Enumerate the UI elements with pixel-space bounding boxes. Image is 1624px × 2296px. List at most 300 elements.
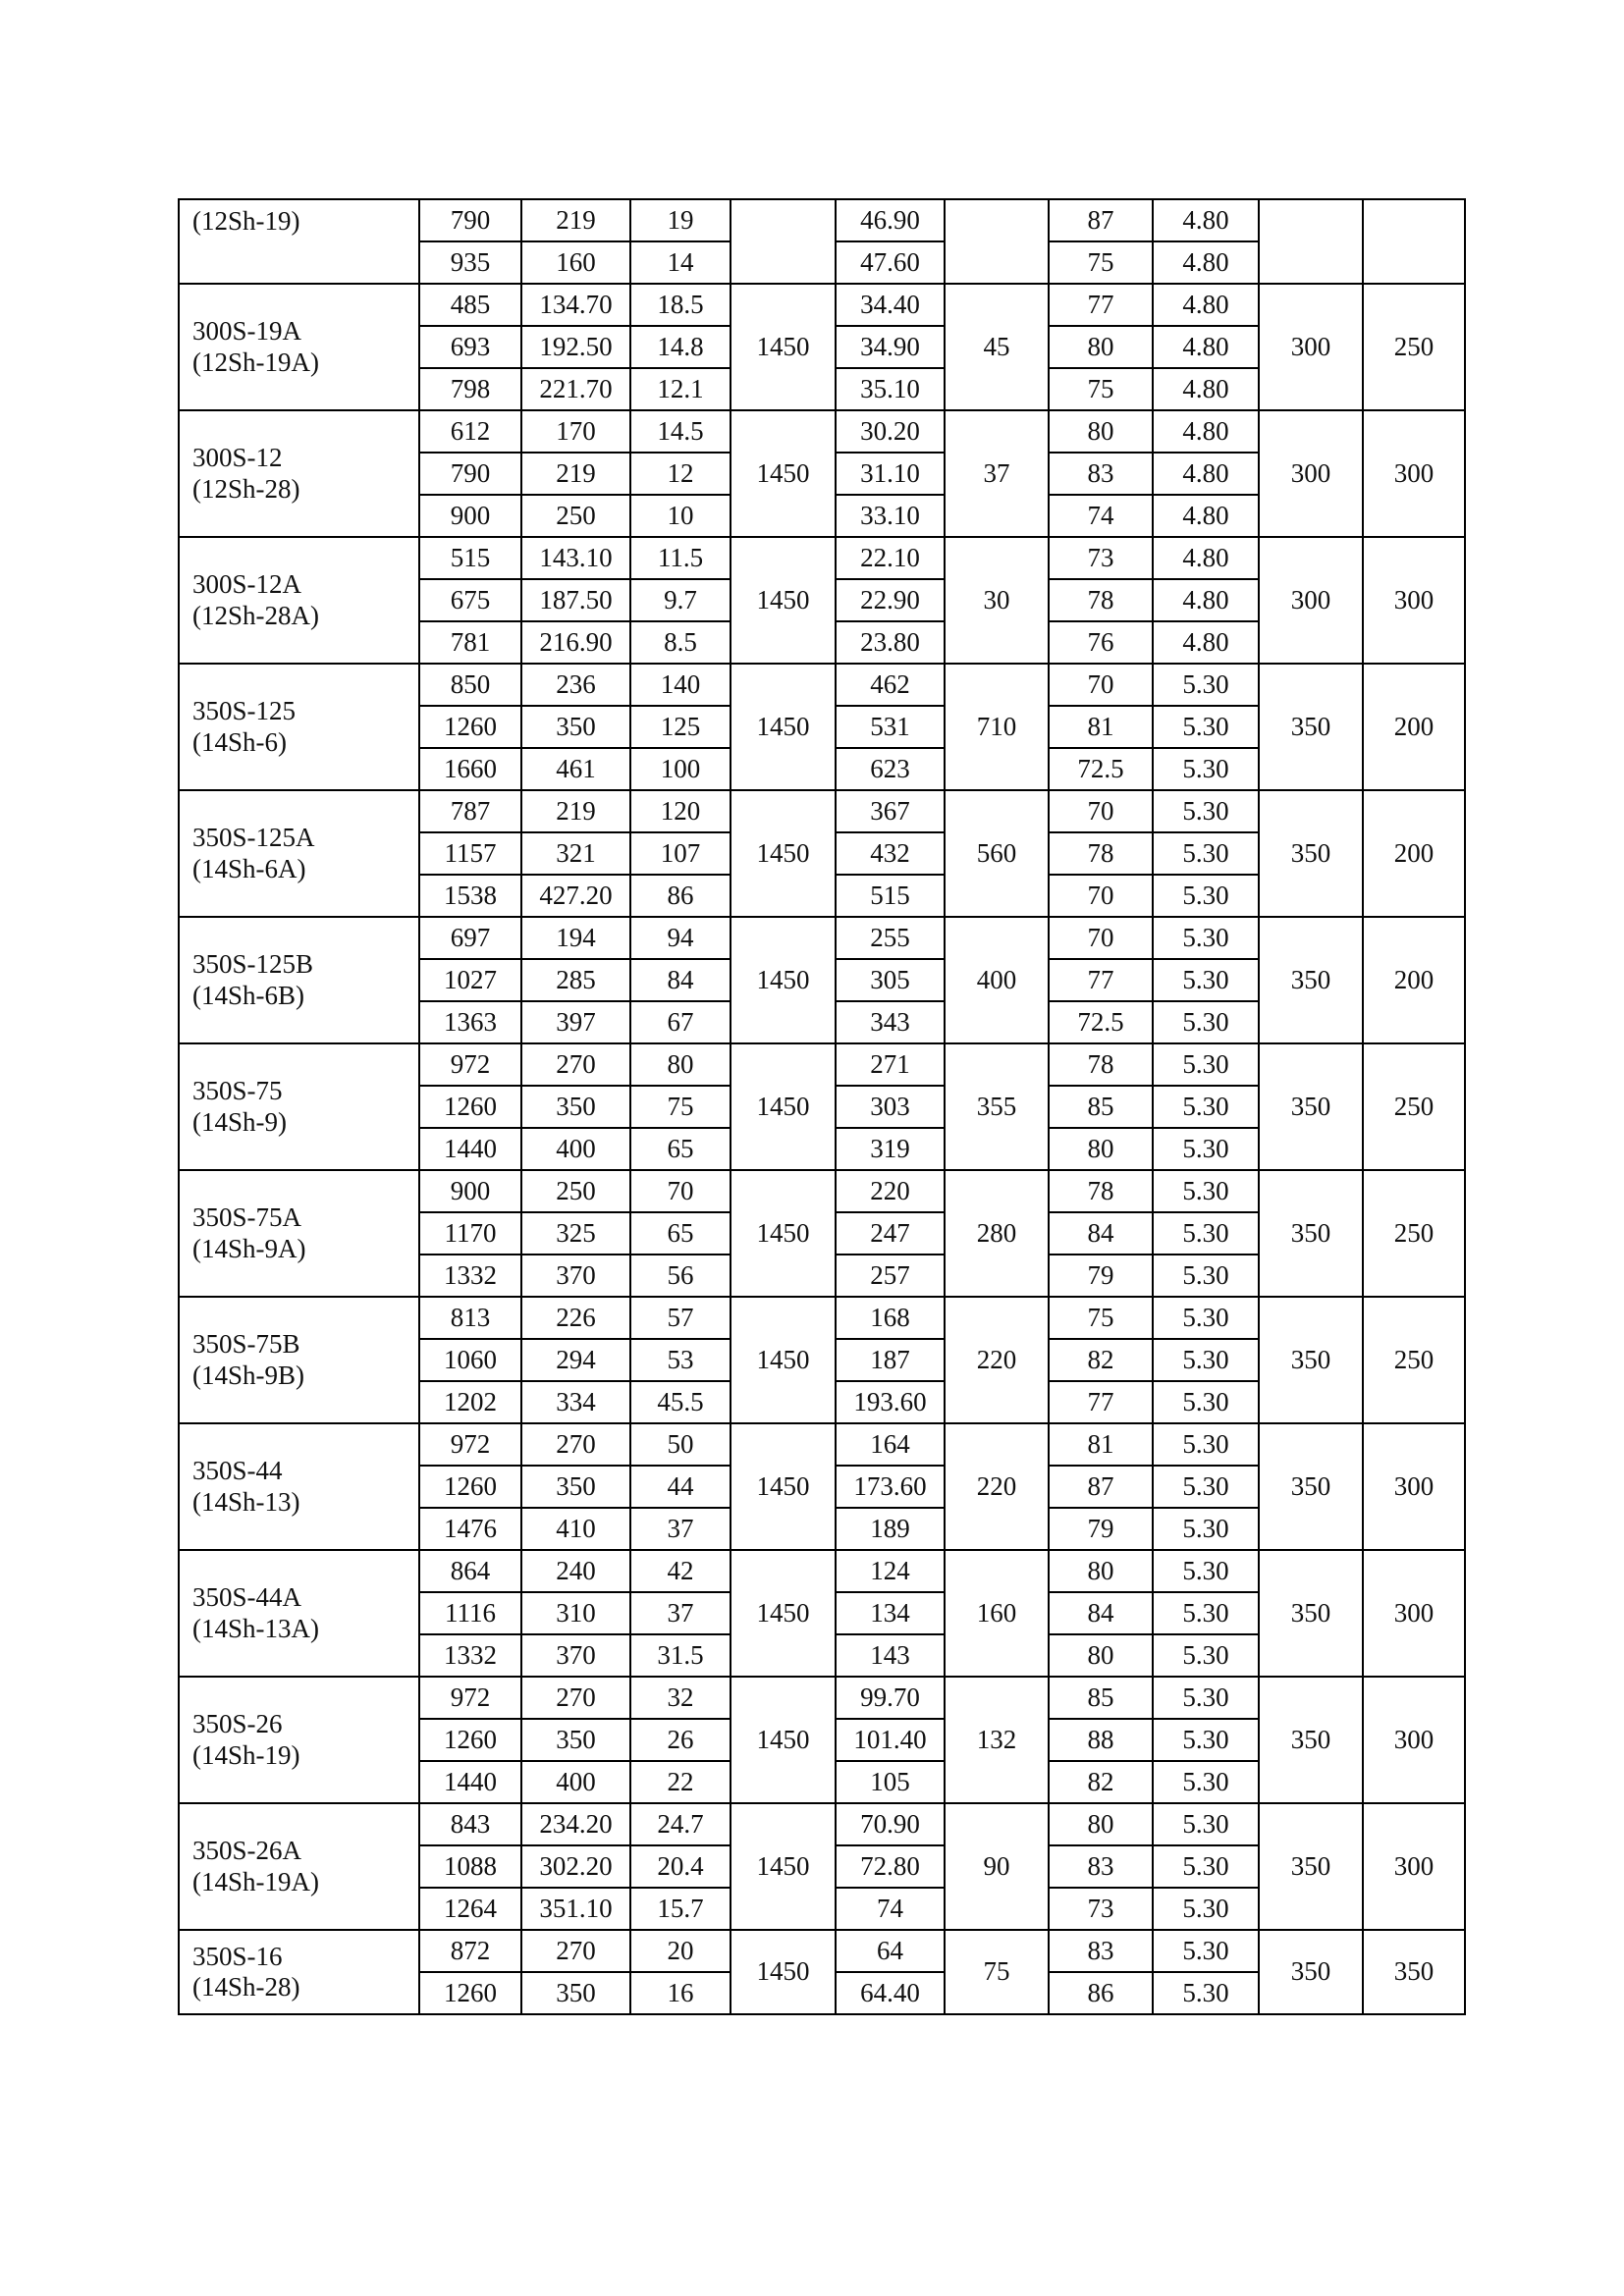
efficiency-cell: 79 xyxy=(1049,1255,1153,1297)
efficiency-cell: 73 xyxy=(1049,537,1153,579)
npsh-cell: 4.80 xyxy=(1153,326,1259,368)
efficiency-cell: 79 xyxy=(1049,1508,1153,1550)
flow-ls-cell: 221.70 xyxy=(521,368,630,410)
efficiency-cell: 70 xyxy=(1049,790,1153,832)
efficiency-cell: 72.5 xyxy=(1049,748,1153,790)
flow-m3h-cell: 697 xyxy=(419,917,521,959)
flow-ls-cell: 219 xyxy=(521,453,630,495)
head-cell: 94 xyxy=(630,917,731,959)
flow-ls-cell: 350 xyxy=(521,1086,630,1128)
motor-power-cell: 37 xyxy=(945,410,1049,537)
head-cell: 67 xyxy=(630,1001,731,1043)
head-cell: 26 xyxy=(630,1719,731,1761)
model-cell xyxy=(179,537,419,664)
efficiency-cell: 80 xyxy=(1049,1550,1153,1592)
npsh-cell: 5.30 xyxy=(1153,1086,1259,1128)
head-cell: 24.7 xyxy=(630,1803,731,1845)
head-cell: 42 xyxy=(630,1550,731,1592)
model-cell xyxy=(179,1297,419,1423)
motor-power-cell: 355 xyxy=(945,1043,1049,1170)
shaft-power-cell: 134 xyxy=(836,1592,945,1634)
flow-m3h-cell: 675 xyxy=(419,579,521,621)
motor-power-cell: 220 xyxy=(945,1297,1049,1423)
model-code: (14Sh-19) xyxy=(192,1739,300,1770)
inlet-diameter-cell: 350 xyxy=(1259,1803,1363,1930)
flow-m3h-cell: 798 xyxy=(419,368,521,410)
efficiency-cell: 80 xyxy=(1049,410,1153,453)
flow-m3h-cell: 515 xyxy=(419,537,521,579)
flow-ls-cell: 192.50 xyxy=(521,326,630,368)
efficiency-cell: 72.5 xyxy=(1049,1001,1153,1043)
head-cell: 11.5 xyxy=(630,537,731,579)
model-name: 350S-44A xyxy=(192,1582,302,1613)
motor-power-cell: 400 xyxy=(945,917,1049,1043)
flow-m3h-cell: 1260 xyxy=(419,1719,521,1761)
flow-ls-cell: 270 xyxy=(521,1677,630,1719)
flow-ls-cell: 461 xyxy=(521,748,630,790)
efficiency-cell: 82 xyxy=(1049,1761,1153,1803)
head-cell: 56 xyxy=(630,1255,731,1297)
flow-ls-cell: 270 xyxy=(521,1043,630,1086)
npsh-cell: 5.30 xyxy=(1153,748,1259,790)
head-cell: 9.7 xyxy=(630,579,731,621)
model-name: 350S-125 xyxy=(192,696,297,726)
head-cell: 65 xyxy=(630,1212,731,1255)
npsh-cell: 5.30 xyxy=(1153,1297,1259,1339)
npsh-cell: 5.30 xyxy=(1153,1170,1259,1212)
shaft-power-cell: 64.40 xyxy=(836,1972,945,2014)
efficiency-cell: 75 xyxy=(1049,368,1153,410)
efficiency-cell: 80 xyxy=(1049,1128,1153,1170)
table-row xyxy=(179,917,1465,959)
npsh-cell: 4.80 xyxy=(1153,537,1259,579)
npsh-cell: 4.80 xyxy=(1153,241,1259,284)
flow-m3h-cell: 900 xyxy=(419,495,521,537)
model-code: (12Sh-19) xyxy=(192,206,300,236)
flow-m3h-cell: 1260 xyxy=(419,1086,521,1128)
model-name: 300S-12 xyxy=(192,443,283,473)
flow-ls-cell: 302.20 xyxy=(521,1845,630,1888)
model-cell xyxy=(179,1677,419,1803)
efficiency-cell: 83 xyxy=(1049,1930,1153,1972)
npsh-cell: 5.30 xyxy=(1153,1634,1259,1677)
head-cell: 32 xyxy=(630,1677,731,1719)
model-name: 350S-75A xyxy=(192,1202,302,1233)
flow-ls-cell: 334 xyxy=(521,1381,630,1423)
flow-ls-cell: 187.50 xyxy=(521,579,630,621)
npsh-cell: 4.80 xyxy=(1153,284,1259,326)
shaft-power-cell: 74 xyxy=(836,1888,945,1930)
npsh-cell: 4.80 xyxy=(1153,199,1259,241)
outlet-diameter-cell: 300 xyxy=(1363,1550,1465,1677)
head-cell: 19 xyxy=(630,199,731,241)
speed-cell xyxy=(731,199,836,284)
shaft-power-cell: 22.90 xyxy=(836,579,945,621)
efficiency-cell: 77 xyxy=(1049,284,1153,326)
npsh-cell: 5.30 xyxy=(1153,1930,1259,1972)
flow-m3h-cell: 1170 xyxy=(419,1212,521,1255)
table-body xyxy=(179,199,1465,2014)
shaft-power-cell: 193.60 xyxy=(836,1381,945,1423)
flow-ls-cell: 270 xyxy=(521,1930,630,1972)
shaft-power-cell: 101.40 xyxy=(836,1719,945,1761)
efficiency-cell: 85 xyxy=(1049,1677,1153,1719)
model-code: (14Sh-19A) xyxy=(192,1866,319,1896)
model-cell xyxy=(179,199,419,284)
npsh-cell: 5.30 xyxy=(1153,1550,1259,1592)
shaft-power-cell: 187 xyxy=(836,1339,945,1381)
shaft-power-cell: 47.60 xyxy=(836,241,945,284)
table-row xyxy=(179,1043,1465,1086)
head-cell: 14.5 xyxy=(630,410,731,453)
flow-ls-cell: 236 xyxy=(521,664,630,706)
flow-m3h-cell: 900 xyxy=(419,1170,521,1212)
inlet-diameter-cell: 350 xyxy=(1259,1043,1363,1170)
efficiency-cell: 83 xyxy=(1049,1845,1153,1888)
flow-m3h-cell: 864 xyxy=(419,1550,521,1592)
flow-m3h-cell: 1027 xyxy=(419,959,521,1001)
flow-m3h-cell: 1332 xyxy=(419,1634,521,1677)
outlet-diameter-cell: 250 xyxy=(1363,284,1465,410)
flow-m3h-cell: 1363 xyxy=(419,1001,521,1043)
head-cell: 45.5 xyxy=(630,1381,731,1423)
flow-m3h-cell: 612 xyxy=(419,410,521,453)
npsh-cell: 5.30 xyxy=(1153,1001,1259,1043)
flow-m3h-cell: 1476 xyxy=(419,1508,521,1550)
shaft-power-cell: 255 xyxy=(836,917,945,959)
inlet-diameter-cell: 350 xyxy=(1259,1297,1363,1423)
head-cell: 15.7 xyxy=(630,1888,731,1930)
npsh-cell: 5.30 xyxy=(1153,1845,1259,1888)
flow-ls-cell: 321 xyxy=(521,832,630,875)
flow-ls-cell: 410 xyxy=(521,1508,630,1550)
efficiency-cell: 75 xyxy=(1049,241,1153,284)
outlet-diameter-cell: 200 xyxy=(1363,664,1465,790)
npsh-cell: 4.80 xyxy=(1153,621,1259,664)
model-code: (14Sh-6) xyxy=(192,726,287,757)
inlet-diameter-cell: 350 xyxy=(1259,1677,1363,1803)
flow-m3h-cell: 813 xyxy=(419,1297,521,1339)
shaft-power-cell: 247 xyxy=(836,1212,945,1255)
speed-cell: 1450 xyxy=(731,1550,836,1677)
speed-cell: 1450 xyxy=(731,664,836,790)
table-row xyxy=(179,1803,1465,1845)
flow-m3h-cell: 1538 xyxy=(419,875,521,917)
head-cell: 10 xyxy=(630,495,731,537)
shaft-power-cell: 143 xyxy=(836,1634,945,1677)
speed-cell: 1450 xyxy=(731,790,836,917)
flow-ls-cell: 325 xyxy=(521,1212,630,1255)
npsh-cell: 5.30 xyxy=(1153,790,1259,832)
motor-power-cell: 132 xyxy=(945,1677,1049,1803)
head-cell: 86 xyxy=(630,875,731,917)
efficiency-cell: 70 xyxy=(1049,875,1153,917)
flow-ls-cell: 160 xyxy=(521,241,630,284)
model-code: (14Sh-28) xyxy=(192,1972,300,2002)
model-code: (14Sh-9) xyxy=(192,1106,287,1137)
speed-cell: 1450 xyxy=(731,1170,836,1297)
flow-m3h-cell: 1260 xyxy=(419,1466,521,1508)
flow-m3h-cell: 1260 xyxy=(419,706,521,748)
npsh-cell: 5.30 xyxy=(1153,1128,1259,1170)
speed-cell: 1450 xyxy=(731,1043,836,1170)
model-code: (12Sh-28A) xyxy=(192,600,319,630)
inlet-diameter-cell: 300 xyxy=(1259,410,1363,537)
model-code: (14Sh-6B) xyxy=(192,980,304,1010)
efficiency-cell: 87 xyxy=(1049,199,1153,241)
flow-ls-cell: 350 xyxy=(521,1466,630,1508)
npsh-cell: 5.30 xyxy=(1153,1761,1259,1803)
npsh-cell: 5.30 xyxy=(1153,917,1259,959)
npsh-cell: 5.30 xyxy=(1153,875,1259,917)
flow-m3h-cell: 1060 xyxy=(419,1339,521,1381)
efficiency-cell: 70 xyxy=(1049,917,1153,959)
efficiency-cell: 84 xyxy=(1049,1212,1153,1255)
efficiency-cell: 81 xyxy=(1049,706,1153,748)
shaft-power-cell: 173.60 xyxy=(836,1466,945,1508)
motor-power-cell: 280 xyxy=(945,1170,1049,1297)
npsh-cell: 5.30 xyxy=(1153,1381,1259,1423)
shaft-power-cell: 105 xyxy=(836,1761,945,1803)
flow-ls-cell: 216.90 xyxy=(521,621,630,664)
model-cell xyxy=(179,410,419,537)
efficiency-cell: 74 xyxy=(1049,495,1153,537)
model-code: (14Sh-9B) xyxy=(192,1360,304,1390)
shaft-power-cell: 168 xyxy=(836,1297,945,1339)
speed-cell: 1450 xyxy=(731,537,836,664)
flow-ls-cell: 400 xyxy=(521,1761,630,1803)
head-cell: 37 xyxy=(630,1592,731,1634)
npsh-cell: 5.30 xyxy=(1153,1888,1259,1930)
model-name: 350S-26A xyxy=(192,1836,302,1866)
efficiency-cell: 80 xyxy=(1049,1803,1153,1845)
outlet-diameter-cell: 200 xyxy=(1363,917,1465,1043)
shaft-power-cell: 99.70 xyxy=(836,1677,945,1719)
inlet-diameter-cell: 350 xyxy=(1259,790,1363,917)
motor-power-cell: 45 xyxy=(945,284,1049,410)
efficiency-cell: 78 xyxy=(1049,1170,1153,1212)
flow-ls-cell: 370 xyxy=(521,1255,630,1297)
shaft-power-cell: 23.80 xyxy=(836,621,945,664)
model-cell xyxy=(179,1043,419,1170)
table-row xyxy=(179,284,1465,326)
speed-cell: 1450 xyxy=(731,1423,836,1550)
motor-power-cell: 220 xyxy=(945,1423,1049,1550)
flow-m3h-cell: 1088 xyxy=(419,1845,521,1888)
efficiency-cell: 80 xyxy=(1049,326,1153,368)
flow-ls-cell: 250 xyxy=(521,495,630,537)
efficiency-cell: 78 xyxy=(1049,832,1153,875)
flow-m3h-cell: 1440 xyxy=(419,1761,521,1803)
flow-m3h-cell: 972 xyxy=(419,1043,521,1086)
head-cell: 20 xyxy=(630,1930,731,1972)
flow-ls-cell: 170 xyxy=(521,410,630,453)
flow-ls-cell: 370 xyxy=(521,1634,630,1677)
flow-m3h-cell: 850 xyxy=(419,664,521,706)
inlet-diameter-cell: 350 xyxy=(1259,664,1363,790)
npsh-cell: 4.80 xyxy=(1153,368,1259,410)
head-cell: 20.4 xyxy=(630,1845,731,1888)
shaft-power-cell: 462 xyxy=(836,664,945,706)
flow-ls-cell: 400 xyxy=(521,1128,630,1170)
head-cell: 53 xyxy=(630,1339,731,1381)
inlet-diameter-cell: 350 xyxy=(1259,917,1363,1043)
speed-cell: 1450 xyxy=(731,1297,836,1423)
npsh-cell: 4.80 xyxy=(1153,410,1259,453)
table-row xyxy=(179,1930,1465,1972)
table-row xyxy=(179,199,1465,241)
shaft-power-cell: 305 xyxy=(836,959,945,1001)
model-cell xyxy=(179,664,419,790)
efficiency-cell: 77 xyxy=(1049,1381,1153,1423)
shaft-power-cell: 34.90 xyxy=(836,326,945,368)
flow-m3h-cell: 935 xyxy=(419,241,521,284)
npsh-cell: 5.30 xyxy=(1153,1212,1259,1255)
outlet-diameter-cell: 300 xyxy=(1363,410,1465,537)
motor-power-cell: 30 xyxy=(945,537,1049,664)
efficiency-cell: 76 xyxy=(1049,621,1153,664)
inlet-diameter-cell: 350 xyxy=(1259,1423,1363,1550)
model-cell xyxy=(179,1550,419,1677)
flow-m3h-cell: 787 xyxy=(419,790,521,832)
model-name: 350S-26 xyxy=(192,1709,283,1739)
inlet-diameter-cell: 350 xyxy=(1259,1550,1363,1677)
shaft-power-cell: 515 xyxy=(836,875,945,917)
model-name: 350S-125B xyxy=(192,949,314,980)
shaft-power-cell: 64 xyxy=(836,1930,945,1972)
efficiency-cell: 75 xyxy=(1049,1297,1153,1339)
model-code: (12Sh-19A) xyxy=(192,347,319,377)
efficiency-cell: 87 xyxy=(1049,1466,1153,1508)
outlet-diameter-cell xyxy=(1363,199,1465,284)
model-code: (14Sh-6A) xyxy=(192,853,306,883)
flow-ls-cell: 226 xyxy=(521,1297,630,1339)
outlet-diameter-cell: 250 xyxy=(1363,1043,1465,1170)
flow-ls-cell: 270 xyxy=(521,1423,630,1466)
head-cell: 125 xyxy=(630,706,731,748)
efficiency-cell: 83 xyxy=(1049,453,1153,495)
head-cell: 8.5 xyxy=(630,621,731,664)
flow-ls-cell: 134.70 xyxy=(521,284,630,326)
flow-m3h-cell: 1260 xyxy=(419,1972,521,2014)
flow-ls-cell: 143.10 xyxy=(521,537,630,579)
speed-cell: 1450 xyxy=(731,410,836,537)
head-cell: 12.1 xyxy=(630,368,731,410)
model-code: (12Sh-28) xyxy=(192,473,300,504)
shaft-power-cell: 220 xyxy=(836,1170,945,1212)
head-cell: 16 xyxy=(630,1972,731,2014)
shaft-power-cell: 30.20 xyxy=(836,410,945,453)
shaft-power-cell: 271 xyxy=(836,1043,945,1086)
flow-m3h-cell: 485 xyxy=(419,284,521,326)
model-name: 300S-19A xyxy=(192,316,302,347)
shaft-power-cell: 367 xyxy=(836,790,945,832)
speed-cell: 1450 xyxy=(731,1930,836,2014)
flow-m3h-cell: 1202 xyxy=(419,1381,521,1423)
outlet-diameter-cell: 200 xyxy=(1363,790,1465,917)
efficiency-cell: 77 xyxy=(1049,959,1153,1001)
speed-cell: 1450 xyxy=(731,1677,836,1803)
npsh-cell: 5.30 xyxy=(1153,1466,1259,1508)
table-row xyxy=(179,1550,1465,1592)
flow-m3h-cell: 1264 xyxy=(419,1888,521,1930)
head-cell: 140 xyxy=(630,664,731,706)
flow-ls-cell: 234.20 xyxy=(521,1803,630,1845)
flow-ls-cell: 397 xyxy=(521,1001,630,1043)
motor-power-cell: 560 xyxy=(945,790,1049,917)
npsh-cell: 5.30 xyxy=(1153,1719,1259,1761)
table-row xyxy=(179,1677,1465,1719)
head-cell: 22 xyxy=(630,1761,731,1803)
model-cell xyxy=(179,284,419,410)
table-row xyxy=(179,1297,1465,1339)
flow-ls-cell: 219 xyxy=(521,790,630,832)
flow-ls-cell: 285 xyxy=(521,959,630,1001)
motor-power-cell: 75 xyxy=(945,1930,1049,2014)
table-row xyxy=(179,664,1465,706)
flow-ls-cell: 351.10 xyxy=(521,1888,630,1930)
pump-performance-table xyxy=(178,198,1466,2015)
motor-power-cell: 90 xyxy=(945,1803,1049,1930)
head-cell: 50 xyxy=(630,1423,731,1466)
head-cell: 37 xyxy=(630,1508,731,1550)
speed-cell: 1450 xyxy=(731,917,836,1043)
shaft-power-cell: 623 xyxy=(836,748,945,790)
shaft-power-cell: 34.40 xyxy=(836,284,945,326)
shaft-power-cell: 164 xyxy=(836,1423,945,1466)
npsh-cell: 5.30 xyxy=(1153,706,1259,748)
inlet-diameter-cell: 350 xyxy=(1259,1170,1363,1297)
flow-ls-cell: 194 xyxy=(521,917,630,959)
model-name: 350S-44 xyxy=(192,1456,283,1486)
flow-m3h-cell: 693 xyxy=(419,326,521,368)
head-cell: 12 xyxy=(630,453,731,495)
inlet-diameter-cell: 300 xyxy=(1259,284,1363,410)
npsh-cell: 5.30 xyxy=(1153,1677,1259,1719)
flow-ls-cell: 310 xyxy=(521,1592,630,1634)
head-cell: 57 xyxy=(630,1297,731,1339)
shaft-power-cell: 46.90 xyxy=(836,199,945,241)
model-cell xyxy=(179,917,419,1043)
inlet-diameter-cell: 350 xyxy=(1259,1930,1363,2014)
head-cell: 18.5 xyxy=(630,284,731,326)
efficiency-cell: 80 xyxy=(1049,1634,1153,1677)
shaft-power-cell: 531 xyxy=(836,706,945,748)
model-cell xyxy=(179,1930,419,2014)
table-row xyxy=(179,790,1465,832)
speed-cell: 1450 xyxy=(731,1803,836,1930)
flow-m3h-cell: 1332 xyxy=(419,1255,521,1297)
flow-m3h-cell: 790 xyxy=(419,453,521,495)
flow-m3h-cell: 1440 xyxy=(419,1128,521,1170)
shaft-power-cell: 319 xyxy=(836,1128,945,1170)
npsh-cell: 5.30 xyxy=(1153,832,1259,875)
flow-ls-cell: 219 xyxy=(521,199,630,241)
outlet-diameter-cell: 250 xyxy=(1363,1297,1465,1423)
inlet-diameter-cell: 300 xyxy=(1259,537,1363,664)
model-name: 350S-16 xyxy=(192,1941,283,1971)
npsh-cell: 5.30 xyxy=(1153,1972,1259,2014)
shaft-power-cell: 31.10 xyxy=(836,453,945,495)
inlet-diameter-cell xyxy=(1259,199,1363,284)
head-cell: 107 xyxy=(630,832,731,875)
npsh-cell: 5.30 xyxy=(1153,1423,1259,1466)
npsh-cell: 5.30 xyxy=(1153,1508,1259,1550)
npsh-cell: 4.80 xyxy=(1153,579,1259,621)
shaft-power-cell: 72.80 xyxy=(836,1845,945,1888)
efficiency-cell: 70 xyxy=(1049,664,1153,706)
efficiency-cell: 81 xyxy=(1049,1423,1153,1466)
